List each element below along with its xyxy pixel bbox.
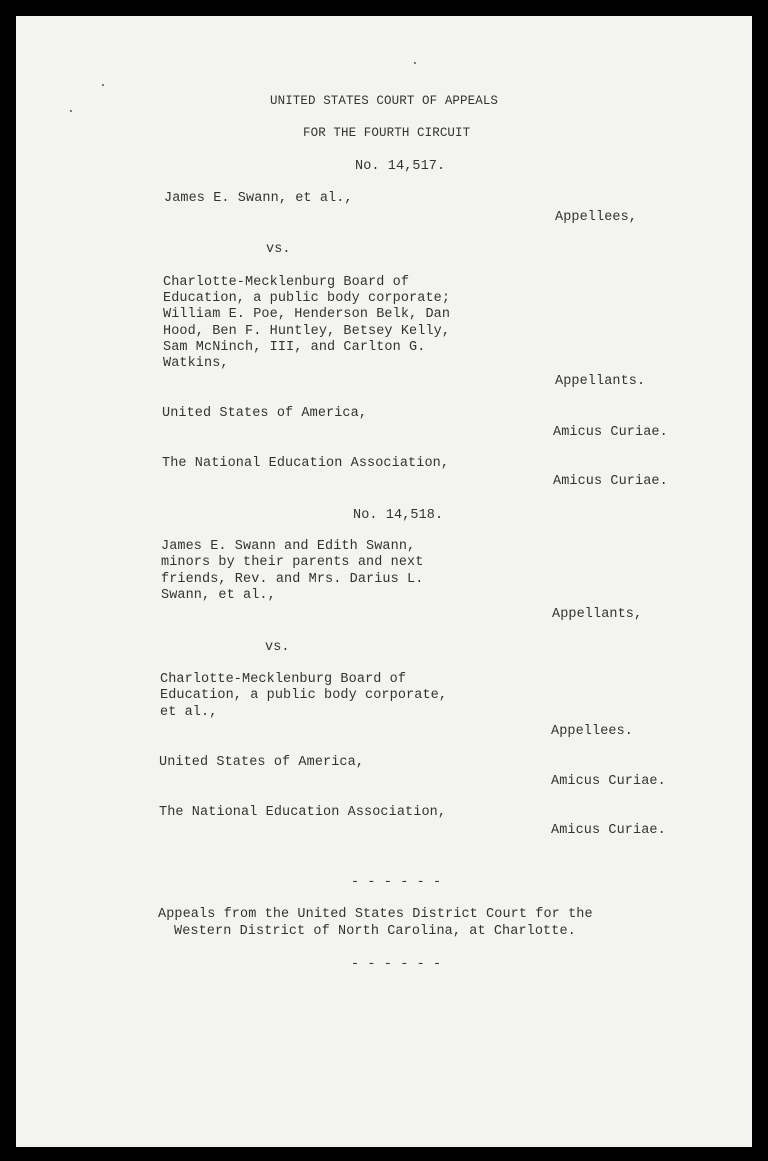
- appeal-line: Western District of North Carolina, at Charlotte.: [174, 924, 576, 939]
- party-line: Charlotte-Mecklenburg Board of: [163, 275, 410, 290]
- scan-speck: [70, 110, 72, 112]
- party-line: minors by their parents and next: [161, 555, 424, 570]
- amicus-name: The National Education Association,: [159, 805, 447, 820]
- separator: - - - - - -: [351, 875, 442, 890]
- party-line: William E. Poe, Henderson Belk, Dan: [163, 307, 451, 322]
- amicus-name: The National Education Association,: [162, 456, 450, 471]
- amicus-role: Amicus Curiae.: [551, 823, 666, 838]
- party-role: Appellees,: [555, 210, 638, 225]
- amicus-role: Amicus Curiae.: [553, 474, 668, 489]
- appeal-line: Appeals from the United States District Court for the: [158, 907, 593, 922]
- court-title: UNITED STATES COURT OF APPEALS: [270, 94, 499, 108]
- party-line: Education, a public body corporate;: [163, 291, 451, 306]
- circuit-title: FOR THE FOURTH CIRCUIT: [303, 126, 471, 140]
- party-line: Sam McNinch, III, and Carlton G.: [163, 340, 426, 355]
- case-number: No. 14,518.: [353, 508, 444, 523]
- party-name: James E. Swann, et al.,: [164, 191, 353, 206]
- party-line: James E. Swann and Edith Swann,: [161, 539, 416, 554]
- party-line: friends, Rev. and Mrs. Darius L.: [161, 572, 424, 587]
- versus-label: vs.: [265, 640, 290, 655]
- party-line: Charlotte-Mecklenburg Board of: [160, 672, 407, 687]
- scan-speck: [414, 62, 416, 64]
- versus-label: vs.: [266, 242, 291, 257]
- party-line: Watkins,: [163, 356, 229, 371]
- party-role: Appellees.: [551, 724, 634, 739]
- scan-speck: [102, 84, 104, 86]
- party-role: Appellants.: [555, 374, 646, 389]
- party-line: Swann, et al.,: [161, 588, 276, 603]
- party-line: Hood, Ben F. Huntley, Betsey Kelly,: [163, 324, 451, 339]
- amicus-name: United States of America,: [159, 755, 365, 770]
- amicus-role: Amicus Curiae.: [551, 774, 666, 789]
- document-page: [16, 16, 752, 1147]
- amicus-name: United States of America,: [162, 406, 368, 421]
- party-role: Appellants,: [552, 607, 643, 622]
- party-line: et al.,: [160, 705, 218, 720]
- amicus-role: Amicus Curiae.: [553, 425, 668, 440]
- separator: - - - - - -: [351, 957, 442, 972]
- party-line: Education, a public body corporate,: [160, 688, 448, 703]
- case-number: No. 14,517.: [355, 159, 446, 174]
